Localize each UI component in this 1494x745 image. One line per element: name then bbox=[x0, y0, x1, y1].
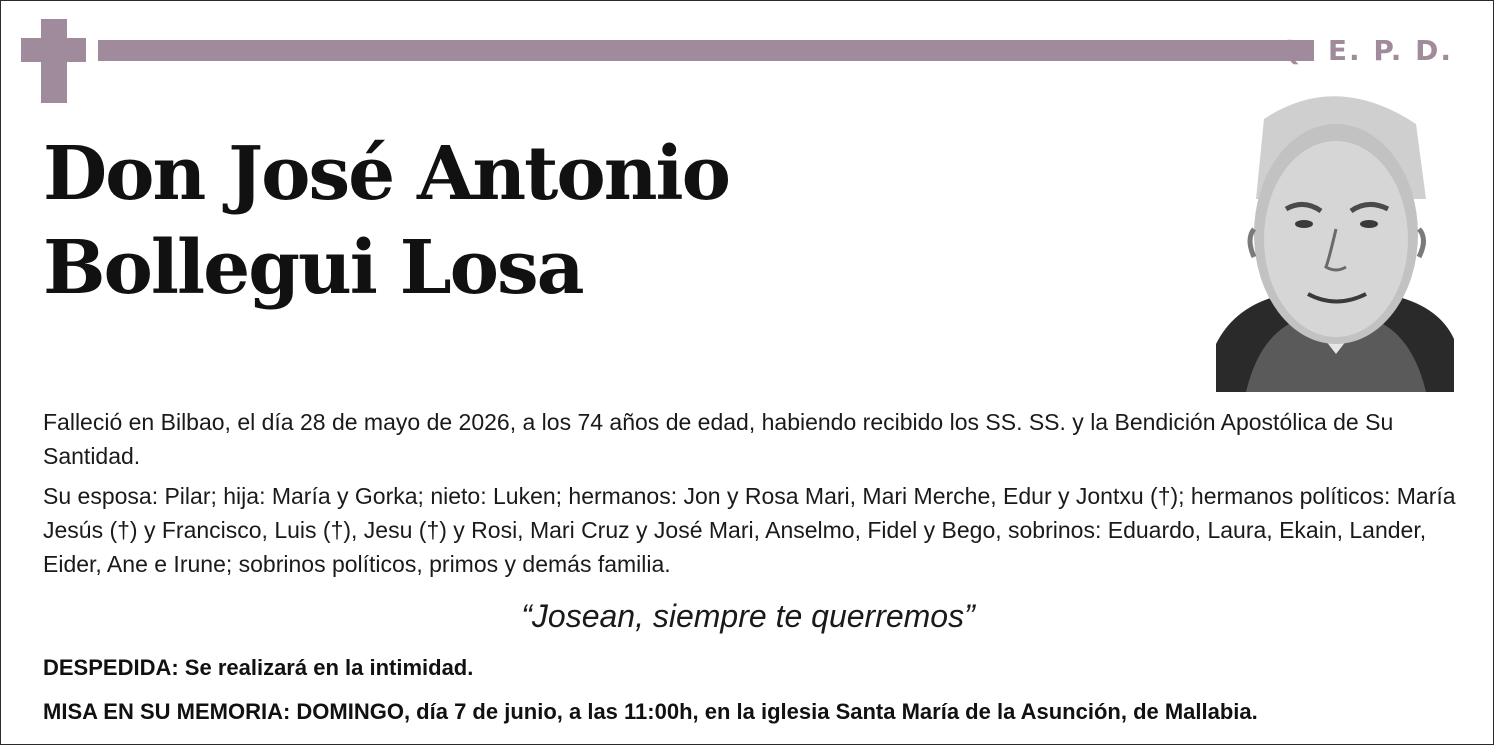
portrait-photo bbox=[1216, 89, 1454, 392]
memorial-quote: “Josean, siempre te querremos” bbox=[521, 598, 975, 634]
death-announcement: Falleció en Bilbao, el día 28 de mayo de 2026, a los 74 años de edad, habiendo recibido los SS. SS. y la Bendición Apostólica de Su Santidad. bbox=[43, 409, 1394, 469]
qepd-label: Q. E. P. D. bbox=[1277, 34, 1453, 67]
deceased-name bbox=[43, 127, 729, 315]
farewell-info: DESPEDIDA: Se realizará en la intimidad. bbox=[43, 655, 474, 680]
family-list: Su esposa: Pilar; hija: María y Gorka; nieto: Luken; hermanos: Jon y Rosa Mari, Mari Merche, Edur y Jontxu (†); hermanos políticos: María Jesús (†) y Francisco, Luis (†), Jesu (†) y Rosi, Mari Cruz y José Mari, Anselmo, Fidel y Bego, sobrinos: Eduardo, Laura, Ekain, Lander, Eider, Ane e Irune; sobrinos políticos, primos y demás familia. bbox=[43, 483, 1456, 577]
mass-info: MISA EN SU MEMORIA: DOMINGO, día 7 de junio, a las 11:00h, en la iglesia Santa María de la Asunción, de Mallabia. bbox=[43, 699, 1258, 724]
cross-icon-arm bbox=[21, 38, 86, 62]
name-line-1: Don José Antonio bbox=[43, 131, 729, 217]
name-line-2: Bollegui Losa bbox=[43, 225, 583, 311]
header-rule bbox=[98, 40, 1314, 61]
